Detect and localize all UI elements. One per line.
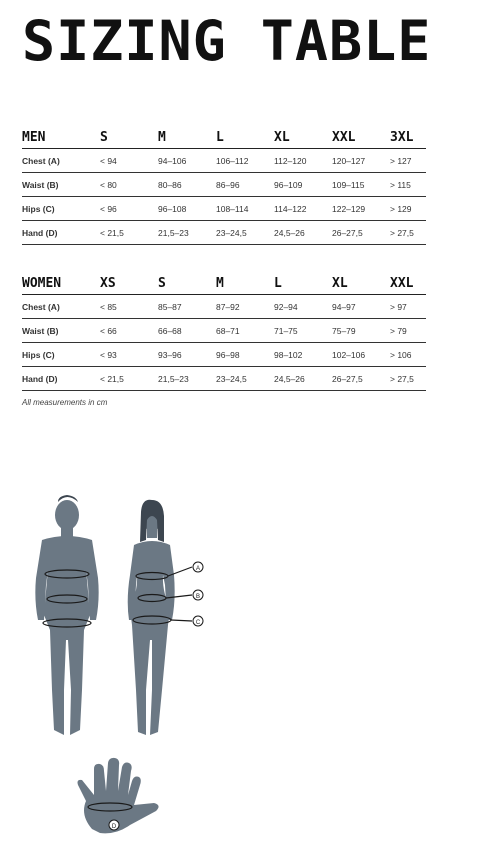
table-cell: 98–102	[274, 343, 332, 367]
table-cell: 93–96	[158, 343, 216, 367]
table-cell: > 27,5	[390, 221, 426, 245]
women-header-label: WOMEN	[22, 274, 100, 295]
men-header-label: MEN	[22, 128, 100, 149]
male-figure-icon	[35, 495, 98, 735]
row-label: Waist (B)	[22, 319, 100, 343]
table-cell: 75–79	[332, 319, 390, 343]
table-cell: 120–127	[332, 149, 390, 173]
row-label: Hips (C)	[22, 197, 100, 221]
body-measurement-illustration	[0, 490, 220, 745]
row-label: Chest (A)	[22, 149, 100, 173]
table-cell: < 96	[100, 197, 158, 221]
table-cell: 106–112	[216, 149, 274, 173]
table-cell: < 94	[100, 149, 158, 173]
row-label: Hips (C)	[22, 343, 100, 367]
table-cell: > 106	[390, 343, 426, 367]
table-cell: 68–71	[216, 319, 274, 343]
table-cell: 102–106	[332, 343, 390, 367]
men-header-size: S	[100, 128, 158, 149]
page-title: SIZING TABLE	[22, 9, 432, 73]
table-row	[22, 221, 426, 245]
row-label: Hand (D)	[22, 221, 100, 245]
table-cell: 86–96	[216, 173, 274, 197]
marker-d-label: D	[111, 824, 117, 830]
table-row	[22, 197, 426, 221]
table-cell: 23–24,5	[216, 367, 274, 391]
table-row	[22, 367, 426, 391]
table-cell: 109–115	[332, 173, 390, 197]
marker-b-label: B	[195, 594, 201, 600]
table-cell: > 27,5	[390, 367, 426, 391]
table-cell: < 85	[100, 295, 158, 319]
men-header-size: 3XL	[390, 128, 426, 149]
table-cell: 112–120	[274, 149, 332, 173]
table-cell: 108–114	[216, 197, 274, 221]
table-cell: < 21,5	[100, 221, 158, 245]
women-header-row	[22, 274, 426, 295]
hand-illustration	[70, 755, 165, 837]
table-cell: 80–86	[158, 173, 216, 197]
men-header-size: XXL	[332, 128, 390, 149]
table-row	[22, 343, 426, 367]
marker-d-icon	[109, 820, 119, 830]
women-header-size: XL	[332, 274, 390, 295]
table-cell: 24,5–26	[274, 367, 332, 391]
table-cell: 26–27,5	[332, 221, 390, 245]
table-cell: 71–75	[274, 319, 332, 343]
women-header-size: M	[216, 274, 274, 295]
men-sizing-table	[22, 128, 426, 245]
table-cell: 87–92	[216, 295, 274, 319]
men-header-size: L	[216, 128, 274, 149]
marker-b-icon	[193, 590, 203, 600]
table-cell: > 115	[390, 173, 426, 197]
table-cell: 24,5–26	[274, 221, 332, 245]
table-cell: 96–108	[158, 197, 216, 221]
table-cell: < 21,5	[100, 367, 158, 391]
women-header-size: S	[158, 274, 216, 295]
table-cell: 66–68	[158, 319, 216, 343]
table-cell: 21,5–23	[158, 221, 216, 245]
table-cell: 122–129	[332, 197, 390, 221]
table-cell: 85–87	[158, 295, 216, 319]
table-cell: > 127	[390, 149, 426, 173]
table-cell: 92–94	[274, 295, 332, 319]
table-row	[22, 149, 426, 173]
marker-c-label: C	[195, 620, 201, 626]
marker-c-icon	[193, 616, 203, 626]
row-label: Hand (D)	[22, 367, 100, 391]
table-cell: > 97	[390, 295, 426, 319]
table-cell: < 80	[100, 173, 158, 197]
table-cell: > 129	[390, 197, 426, 221]
table-cell: 94–97	[332, 295, 390, 319]
women-header-size: XXL	[390, 274, 426, 295]
women-sizing-table	[22, 274, 426, 391]
table-cell: < 93	[100, 343, 158, 367]
table-cell: < 66	[100, 319, 158, 343]
men-header-size: XL	[274, 128, 332, 149]
table-cell: 96–109	[274, 173, 332, 197]
marker-a-label: A	[195, 566, 201, 572]
row-label: Chest (A)	[22, 295, 100, 319]
table-cell: 21,5–23	[158, 367, 216, 391]
table-cell: 114–122	[274, 197, 332, 221]
women-header-size: L	[274, 274, 332, 295]
row-label: Waist (B)	[22, 173, 100, 197]
marker-a-icon	[193, 562, 203, 572]
women-header-size: XS	[100, 274, 158, 295]
men-header-size: M	[158, 128, 216, 149]
table-cell: 94–106	[158, 149, 216, 173]
table-row	[22, 173, 426, 197]
table-cell: 26–27,5	[332, 367, 390, 391]
measurement-note: All measurements in cm	[22, 398, 108, 407]
table-cell: > 79	[390, 319, 426, 343]
table-cell: 96–98	[216, 343, 274, 367]
men-header-row	[22, 128, 426, 149]
table-cell: 23–24,5	[216, 221, 274, 245]
table-row	[22, 319, 426, 343]
table-row	[22, 295, 426, 319]
